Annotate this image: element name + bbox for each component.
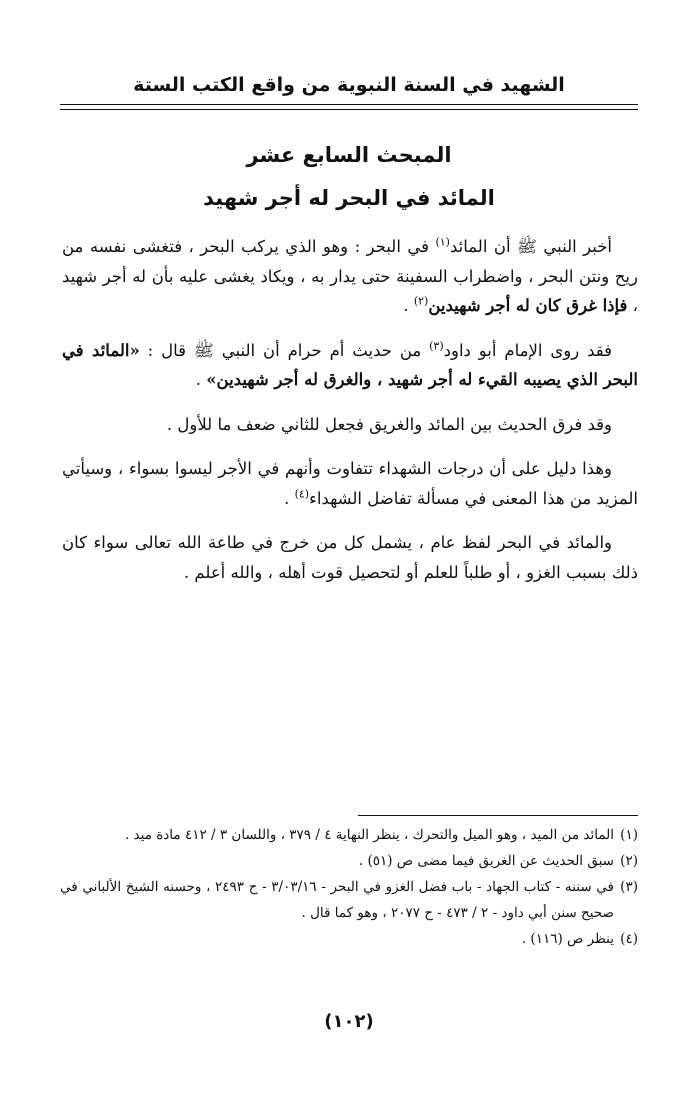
footnote-ref-1[interactable]: (١) bbox=[435, 235, 450, 249]
paragraph-3: وقد فرق الحديث بين المائد والغريق فجعل للثاني ضعف ما للأول . bbox=[166, 414, 612, 434]
header-rule-top bbox=[60, 104, 638, 105]
header-rule-bottom bbox=[60, 109, 638, 110]
footnote-ref-2[interactable]: (٢) bbox=[413, 294, 429, 308]
running-header: الشهيد في السنة النبوية من واقع الكتب الستة bbox=[133, 74, 565, 96]
hadith-quote: «المائد في البحر الذي يصيبه القيء له أجر شهيد ، والغرق له أجر شهيدين» bbox=[62, 340, 638, 389]
section-title: المائد في البحر له أجر شهيد bbox=[203, 186, 495, 210]
page-number: (١٠٢) bbox=[324, 1011, 374, 1032]
footnote-4: (٤) ينظر ص (١١٦) . bbox=[521, 931, 638, 947]
footnotes bbox=[60, 822, 638, 952]
footnote-ref-3[interactable]: (٣) bbox=[429, 339, 444, 352]
footnote-1: (١) المائد من الميد ، وهو الميل والتحرك ، ينظر النهاية ٤ / ٣٧٩ ، واللسان ٣ / ٤١٢ مادة ميد . bbox=[124, 827, 638, 843]
paragraph-1: أخبر النبي ﷺ أن المائد$^{(١)}$ في البحر : وهو الذي يركب البحر ، فتغشى نفسه من ريح ونتن البحر ، واضطراب السفينة حتى يدار به ، ويكاد يغشى عليه بأن له أجر شهيد ، فإذا غرق كان له أجر شهيدين$^{(٢)}$ . bbox=[62, 235, 638, 315]
footnote-2: (٢) سبق الحديث عن الغريق فيما مضى ص (٥١) . bbox=[358, 853, 638, 869]
footnote-divider bbox=[358, 815, 638, 816]
paragraph-2: فقد روى الإمام أبو داود$^{(٣)}$ من حديث أم حرام أن النبي ﷺ قال : «المائد في البحر الذي يصيبه القيء له أجر شهيد ، والغرق له أجر شهيدين» . bbox=[62, 339, 638, 389]
body-text bbox=[62, 232, 638, 602]
chapter-heading: المبحث السابع عشر bbox=[246, 143, 452, 167]
footnote-ref-4[interactable]: (٤) bbox=[294, 487, 310, 500]
footnote-3: (٣) في سننه - كتاب الجهاد - باب فضل الغزو في البحر - ٣/٠٣/١٦ - ح ٢٤٩٣ ، وحسنه الشيخ الألباني في صحيح سنن أبي داود - ٢ / ٤٧٣ - ح ٢٠٧٧ ، وهو كما قال . bbox=[60, 879, 638, 921]
paragraph-4: وهذا دليل على أن درجات الشهداء تتفاوت وأنهم في الأجر ليسوا بسواء ، وسيأتي المزيد من هذا المعنى في مسألة تفاضل الشهداء$^{(٤)}$ . bbox=[62, 459, 638, 508]
paragraph-5: والمائد في البحر لفظ عام ، يشمل كل من خرج في طاعة الله تعالى سواء كان ذلك بسبب الغزو ، أو طلباً للعلم أو لتحصيل قوت أهله ، والله أعلم . bbox=[62, 533, 638, 582]
